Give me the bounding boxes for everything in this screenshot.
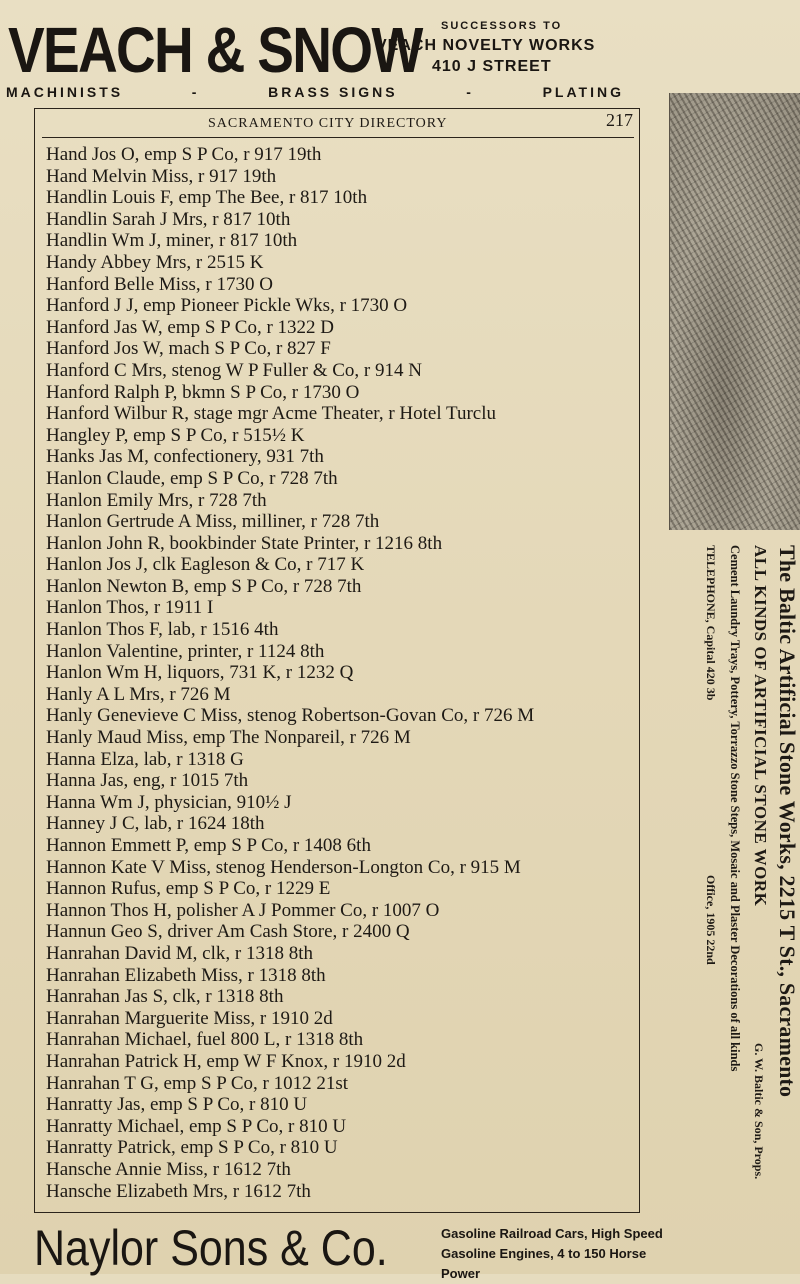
directory-entry: Hanney J C, lab, r 1624 18th	[46, 813, 265, 835]
tagline-separator: -	[191, 84, 200, 100]
directory-entry: Hanna Wm J, physician, 910½ J	[46, 791, 292, 813]
tagline-item: BRASS SIGNS	[268, 84, 398, 100]
advert-tagline	[6, 84, 624, 100]
directory-entry: Hanratty Michael, emp S P Co, r 810 U	[46, 1115, 347, 1137]
directory-entry: Hanlon Jos J, clk Eagleson & Co, r 717 K	[46, 554, 365, 576]
directory-entry: Hanratty Patrick, emp S P Co, r 810 U	[46, 1137, 338, 1159]
directory-entry: Hanlon Thos, r 1911 I	[46, 597, 214, 619]
directory-entry: Hanford C Mrs, stenog W P Fuller & Co, r 914 N	[46, 359, 422, 381]
directory-entry: Hannon Thos H, polisher A J Pommer Co, r 1007 O	[46, 899, 440, 921]
side-ad-proprietors: G. W. Baltic & Son, Props.	[752, 1043, 766, 1180]
directory-entry: Hanlon Wm H, liquors, 731 K, r 1232 Q	[46, 662, 354, 684]
side-advertisement	[660, 545, 800, 1225]
side-ad-headline: The Baltic Artificial Stone Works, 2215 T St., Sacramento	[775, 545, 800, 1098]
directory-entry: Hannon Kate V Miss, stenog Henderson-Longton Co, r 915 M	[46, 856, 521, 878]
directory-entry: Hanlon Claude, emp S P Co, r 728 7th	[46, 467, 338, 489]
directory-entry: Hanford Ralph P, bkmn S P Co, r 1730 O	[46, 381, 360, 403]
side-ad-products: Cement Laundry Trays, Pottery, Torrazzo Stone Steps, Mosaic and Plaster Decorations of all kinds	[728, 545, 742, 1072]
directory-entry: Hanlon Gertrude A Miss, milliner, r 728 7th	[46, 511, 380, 533]
directory-entry: Hangley P, emp S P Co, r 515½ K	[46, 424, 305, 446]
directory-entry: Hand Jos O, emp S P Co, r 917 19th	[46, 144, 322, 165]
side-ad-telephone: TELEPHONE, Capital 420 3b	[704, 545, 718, 701]
directory-entry: Hanlon John R, bookbinder State Printer, r 1216 8th	[46, 532, 443, 554]
tagline-item: MACHINISTS	[6, 84, 124, 100]
directory-entry: Hanford J J, emp Pioneer Pickle Wks, r 1730 O	[46, 295, 408, 317]
directory-entry: Handlin Sarah J Mrs, r 817 10th	[46, 208, 291, 230]
directory-entry: Hanrahan Marguerite Miss, r 1910 2d	[46, 1007, 333, 1029]
tagline-item: PLATING	[542, 84, 624, 100]
directory-entry: Hanrahan Michael, fuel 800 L, r 1318 8th	[46, 1029, 364, 1051]
directory-entry: Hanlon Emily Mrs, r 728 7th	[46, 489, 267, 511]
directory-entry: Hand Melvin Miss, r 917 19th	[46, 165, 277, 187]
top-advertisement	[0, 0, 800, 108]
side-ad-office: Office, 1905 22nd	[704, 875, 718, 965]
directory-entries	[46, 144, 642, 1202]
directory-entry: Hanratty Jas, emp S P Co, r 810 U	[46, 1094, 308, 1116]
directory-entry: Hannon Rufus, emp S P Co, r 1229 E	[46, 878, 331, 900]
bottom-advertisement	[0, 1216, 800, 1281]
directory-entry: Handy Abbey Mrs, r 2515 K	[46, 251, 264, 273]
tagline-separator: -	[466, 84, 474, 100]
directory-entry: Hanlon Thos F, lab, r 1516 4th	[46, 619, 279, 641]
stone-texture-engraving	[669, 93, 800, 530]
advert-brand-name: VEACH & SNOW	[8, 14, 422, 86]
directory-entry: Hanford Belle Miss, r 1730 O	[46, 273, 273, 295]
directory-entry: Hansche Annie Miss, r 1612 7th	[46, 1158, 291, 1180]
directory-entry: Hannon Emmett P, emp S P Co, r 1408 6th	[46, 835, 371, 856]
directory-entry: Hanly Maud Miss, emp The Nonpareil, r 726 M	[46, 727, 411, 749]
page-number: 217	[606, 110, 633, 130]
directory-entry: Hanford Jas W, emp S P Co, r 1322 D	[46, 316, 334, 338]
directory-entry: Hanford Wilbur R, stage mgr Acme Theater, r Hotel Turclu	[46, 403, 496, 425]
directory-entry: Hannun Geo S, driver Am Cash Store, r 2400 Q	[46, 921, 410, 943]
directory-entry: Handlin Louis F, emp The Bee, r 817 10th	[46, 187, 368, 209]
directory-entry: Hanna Elza, lab, r 1318 G	[46, 748, 244, 770]
directory-entry: Hanly A L Mrs, r 726 M	[46, 683, 231, 705]
directory-entry: Hanly Genevieve C Miss, stenog Robertson-Govan Co, r 726 M	[46, 705, 535, 727]
advert-successors-label: SUCCESSORS TO	[441, 20, 563, 32]
directory-entry: Hanrahan Jas S, clk, r 1318 8th	[46, 986, 284, 1008]
directory-entry: Hanrahan Elizabeth Miss, r 1318 8th	[46, 964, 326, 986]
side-ad-subheadline: ALL KINDS OF ARTIFICIAL STONE WORK	[751, 545, 770, 907]
directory-entry: Hanks Jas M, confectionery, 931 7th	[46, 446, 324, 468]
advert-predecessor-name: VEACH NOVELTY WORKS	[376, 37, 596, 54]
directory-entry: Hansche Elizabeth Mrs, r 1612 7th	[46, 1180, 311, 1202]
directory-entry: Hanna Jas, eng, r 1015 7th	[46, 770, 249, 792]
running-head: SACRAMENTO CITY DIRECTORY	[208, 116, 448, 131]
directory-entry: Handlin Wm J, miner, r 817 10th	[46, 230, 298, 252]
directory-entry: Hanrahan Patrick H, emp W F Knox, r 1910 2d	[46, 1050, 406, 1072]
bottom-ad-text: Gasoline Railroad Cars, High Speed Gasoline Engines, 4 to 150 Horse Power	[441, 1226, 663, 1281]
advert-address: 410 J STREET	[432, 58, 552, 75]
directory-entry: Hanrahan David M, clk, r 1318 8th	[46, 942, 313, 964]
directory-entry: Hanlon Valentine, printer, r 1124 8th	[46, 640, 325, 662]
header-rule	[42, 137, 634, 138]
directory-entry: Hanlon Newton B, emp S P Co, r 728 7th	[46, 575, 362, 597]
bottom-ad-brand: Naylor Sons & Co.	[34, 1220, 388, 1276]
directory-entry: Hanrahan T G, emp S P Co, r 1012 21st	[46, 1072, 349, 1094]
directory-entry: Hanford Jos W, mach S P Co, r 827 F	[46, 338, 331, 360]
